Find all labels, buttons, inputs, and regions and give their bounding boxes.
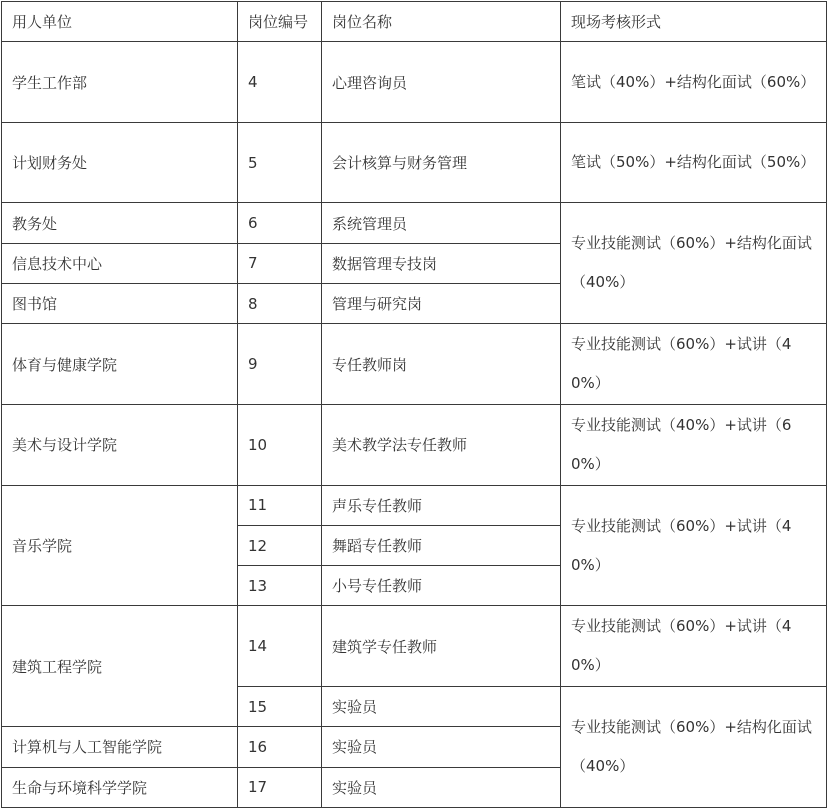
cell-code: 17 [238,767,322,807]
cell-code: 14 [238,606,322,687]
cell-code: 11 [238,485,322,525]
cell-name: 管理与研究岗 [322,284,561,324]
cell-unit: 计算机与人工智能学院 [2,727,238,767]
cell-name: 实验员 [322,687,561,727]
table-row [2,203,827,243]
cell-method: 笔试（50%）+结构化面试（50%） [561,122,827,203]
cell-name: 美术教学法专任教师 [322,404,561,485]
cell-unit: 图书馆 [2,284,238,324]
cell-code: 7 [238,243,322,283]
cell-name: 系统管理员 [322,203,561,243]
cell-unit: 信息技术中心 [2,243,238,283]
cell-name: 数据管理专技岗 [322,243,561,283]
header-employer: 用人单位 [2,2,238,42]
cell-unit: 学生工作部 [2,42,238,123]
cell-name: 专任教师岗 [322,324,561,405]
cell-method: 笔试（40%）+结构化面试（60%） [561,42,827,123]
cell-unit: 美术与设计学院 [2,404,238,485]
table-row [2,42,827,123]
cell-name: 会计核算与财务管理 [322,122,561,203]
cell-code: 4 [238,42,322,123]
cell-code: 15 [238,687,322,727]
table-row [2,485,827,525]
table-row [2,324,827,405]
header-position-code: 岗位编号 [238,2,322,42]
cell-name: 声乐专任教师 [322,485,561,525]
cell-unit: 计划财务处 [2,122,238,203]
cell-code: 10 [238,404,322,485]
header-assessment-method: 现场考核形式 [561,2,827,42]
table-row [2,404,827,485]
table-header-row [2,2,827,42]
cell-method: 专业技能测试（60%）+试讲（40%） [561,485,827,606]
cell-name: 实验员 [322,767,561,807]
positions-table [1,1,827,808]
cell-code: 9 [238,324,322,405]
cell-unit: 体育与健康学院 [2,324,238,405]
header-position-name: 岗位名称 [322,2,561,42]
cell-name: 小号专任教师 [322,566,561,606]
cell-name: 心理咨询员 [322,42,561,123]
cell-unit: 音乐学院 [2,485,238,606]
cell-code: 8 [238,284,322,324]
cell-code: 6 [238,203,322,243]
cell-code: 5 [238,122,322,203]
cell-method: 专业技能测试（60%）+结构化面试（40%） [561,687,827,808]
table-row [2,606,827,687]
cell-name: 实验员 [322,727,561,767]
cell-code: 16 [238,727,322,767]
table-row [2,122,827,203]
cell-method: 专业技能测试（60%）+试讲（40%） [561,324,827,405]
cell-method: 专业技能测试（60%）+试讲（40%） [561,606,827,687]
cell-method: 专业技能测试（40%）+试讲（60%） [561,404,827,485]
cell-name: 舞蹈专任教师 [322,525,561,565]
cell-unit: 生命与环境科学学院 [2,767,238,807]
cell-method: 专业技能测试（60%）+结构化面试（40%） [561,203,827,324]
cell-code: 13 [238,566,322,606]
cell-unit: 教务处 [2,203,238,243]
cell-unit: 建筑工程学院 [2,606,238,727]
cell-code: 12 [238,525,322,565]
cell-name: 建筑学专任教师 [322,606,561,687]
